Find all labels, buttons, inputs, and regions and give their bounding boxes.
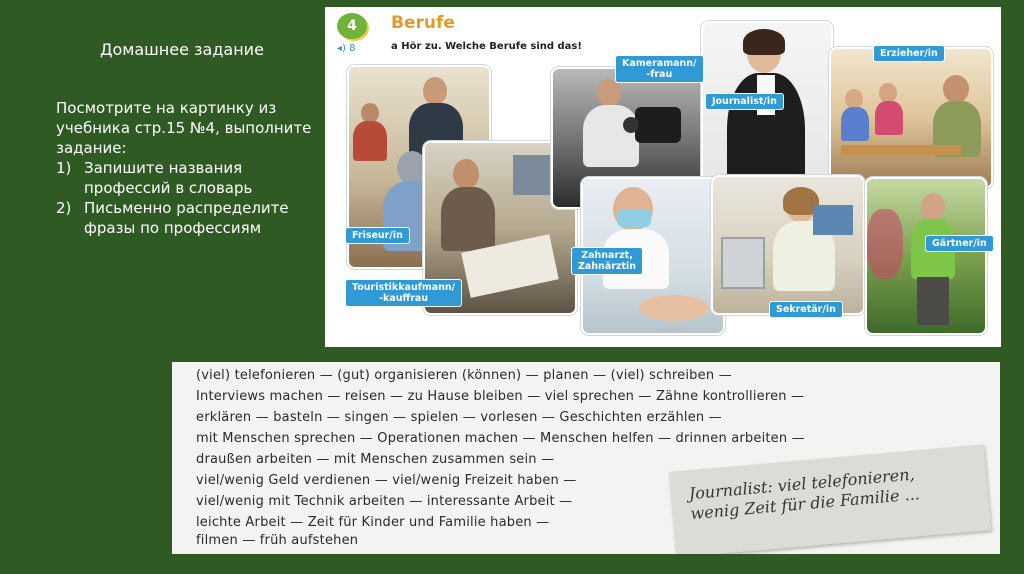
task-number: 1) <box>56 159 72 177</box>
label-kameramann: Kameramann/ -frau <box>615 55 704 83</box>
task-item <box>56 158 318 198</box>
audio-track-label: ◂) 8 <box>337 43 356 54</box>
task-item <box>56 198 318 238</box>
exercise-number-badge: 4 <box>337 13 367 39</box>
example-note-card <box>669 444 991 554</box>
exercise-instruction: a Hör zu. Welche Berufe sind das! <box>391 41 582 52</box>
phrase-line: erklären — basteln — singen — spielen — vorlesen — Geschichten erzählen — <box>196 410 722 425</box>
label-journalist: Journalist/in <box>705 93 784 110</box>
assignment-text <box>56 98 318 238</box>
label-touristik: Touristikkaufmann/ -kauffrau <box>345 279 462 307</box>
slide-title: Домашнее задание <box>100 40 264 59</box>
label-friseur: Friseur/in <box>345 227 410 244</box>
textbook-page-image <box>325 7 1001 347</box>
phrase-line: leichte Arbeit — Zeit für Kinder und Familie haben — <box>196 515 550 530</box>
phrase-line: viel/wenig Geld verdienen — viel/wenig Freizeit haben — <box>196 473 577 488</box>
phrases-panel <box>172 362 1000 554</box>
phrase-line: filmen — früh aufstehen <box>196 533 359 548</box>
task-list <box>56 158 318 238</box>
phrase-line: (viel) telefonieren — (gut) organisieren (können) — planen — (viel) schreiben — <box>196 368 732 383</box>
photo-secretary <box>711 175 865 315</box>
example-note-text: Journalist: viel telefonieren, wenig Zeit für die Familie ... <box>688 464 921 524</box>
task-text: Письменно распределите фразы по профессиям <box>84 199 289 237</box>
phrase-line: Interviews machen — reisen — zu Hause bleiben — viel sprechen — Zähne kontrollieren — <box>196 389 805 404</box>
phrase-line: mit Menschen sprechen — Operationen machen — Menschen helfen — drinnen arbeiten — <box>196 431 805 446</box>
photo-gardener <box>865 177 987 335</box>
label-gaertner: Gärtner/in <box>925 235 994 252</box>
task-number: 2) <box>56 199 72 217</box>
task-text: Запишите названия профессий в словарь <box>84 159 253 197</box>
label-sekretaer: Sekretär/in <box>769 301 843 318</box>
label-zahnarzt: Zahnarzt, Zahnärztin <box>571 247 643 275</box>
phrase-line: viel/wenig mit Technik arbeiten — interessante Arbeit — <box>196 494 573 509</box>
phrase-line: draußen arbeiten — mit Menschen zusammen sein — <box>196 452 555 467</box>
photo-kindergarten-teacher <box>829 47 993 189</box>
assignment-intro: Посмотрите на картинку из учебника стр.15 №4, выполните задание: <box>56 99 312 157</box>
label-erzieher: Erzieher/in <box>873 45 945 62</box>
lesson-title: Berufe <box>391 13 455 33</box>
